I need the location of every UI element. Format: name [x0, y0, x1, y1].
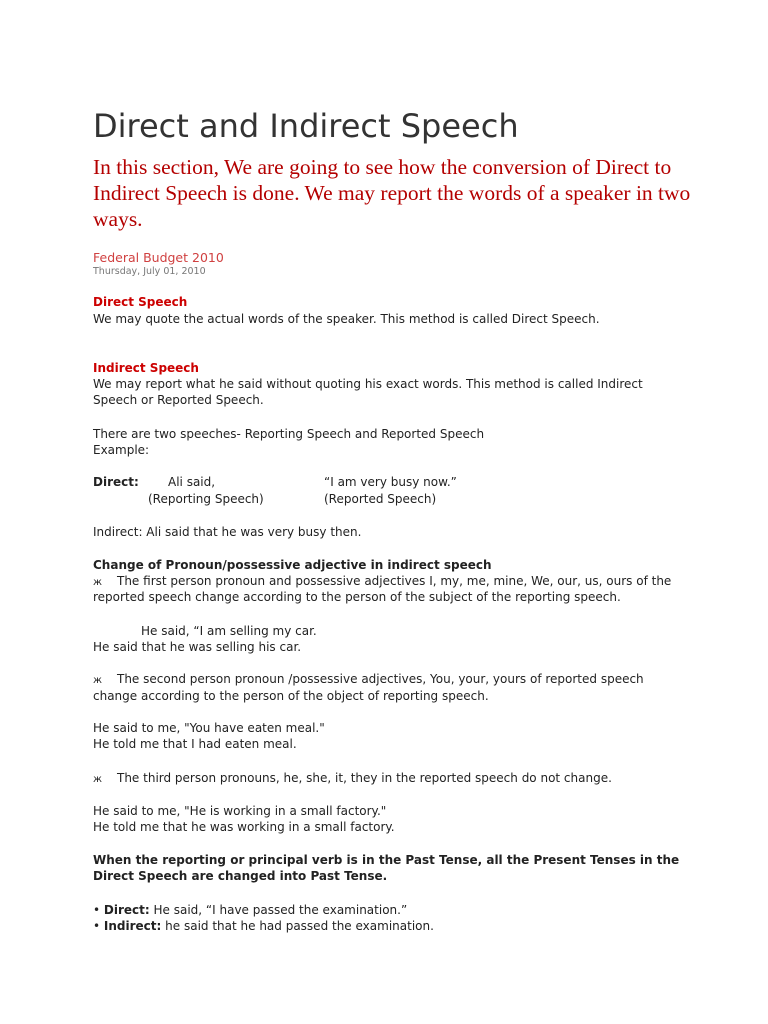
- bullet-icon: ж: [93, 577, 103, 588]
- post-date: Thursday, July 01, 2010: [93, 266, 206, 277]
- indirect-speech-heading: Indirect Speech: [93, 361, 199, 375]
- post-title[interactable]: Federal Budget 2010: [93, 250, 224, 265]
- example1-direct: He said, “I am selling my car.: [141, 624, 317, 638]
- pronoun-heading: Change of Pronoun/possessive adjective in indirect speech: [93, 558, 492, 572]
- example-indirect: Indirect: Ali said that he was very busy then.: [93, 525, 362, 539]
- bullet-icon: ж: [93, 774, 103, 785]
- indirect-speech-line1: We may report what he said without quoting his exact words. This method is called Indirect: [93, 377, 643, 391]
- tense-rule-line2: Direct Speech are changed into Past Tense.: [93, 869, 388, 883]
- example-sub2: (Reported Speech): [324, 492, 437, 506]
- example-col1: Ali said,: [168, 475, 216, 489]
- bullet-dot-icon: •: [93, 919, 101, 933]
- page-title: Direct and Indirect Speech: [93, 107, 519, 145]
- speeches-line1: There are two speeches- Reporting Speech and Reported Speech: [93, 427, 485, 441]
- example2-indirect: He told me that I had eaten meal.: [93, 737, 297, 751]
- direct-speech-text: We may quote the actual words of the speaker. This method is called Direct Speech.: [93, 312, 600, 326]
- speeches-line2: Example:: [93, 443, 150, 457]
- rule3-line: ж The third person pronouns, he, she, it, they in the reported speech do not change.: [93, 770, 612, 789]
- direct-speech-heading: Direct Speech: [93, 295, 188, 309]
- rule2-line1: ж The second person pronoun /possessive adjectives, You, your, yours of reported speech: [93, 671, 644, 690]
- example-label: Direct:: [93, 475, 139, 489]
- example1-indirect: He said that he was selling his car.: [93, 640, 302, 654]
- bullet-dot-icon: •: [93, 903, 101, 917]
- example3-indirect: He told me that he was working in a small factory.: [93, 820, 395, 834]
- example2-direct: He said to me, "You have eaten meal.": [93, 721, 325, 735]
- tense-example-direct: • Direct: He said, “I have passed the examination.”: [93, 903, 408, 917]
- tense-rule-line1: When the reporting or principal verb is in the Past Tense, all the Present Tenses in the: [93, 853, 680, 867]
- rule2-line2: change according to the person of the object of reporting speech.: [93, 689, 489, 703]
- indirect-speech-line2: Speech or Reported Speech.: [93, 393, 264, 407]
- example-sub1: (Reporting Speech): [148, 492, 264, 506]
- example3-direct: He said to me, "He is working in a small factory.": [93, 804, 387, 818]
- rule1-line2: reported speech change according to the person of the subject of the reporting speech.: [93, 590, 621, 604]
- tense-example-indirect: • Indirect: he said that he had passed the examination.: [93, 919, 434, 933]
- example-col2: “I am very busy now.”: [324, 475, 457, 489]
- rule1-line1: ж The first person pronoun and possessive adjectives I, my, me, mine, We, our, us, ours of the: [93, 573, 671, 592]
- bullet-icon: ж: [93, 675, 103, 686]
- intro-paragraph: In this section, We are going to see how the conversion of Direct to Indirect Speech is done. We may report the words of a speaker in two ways.: [93, 155, 691, 231]
